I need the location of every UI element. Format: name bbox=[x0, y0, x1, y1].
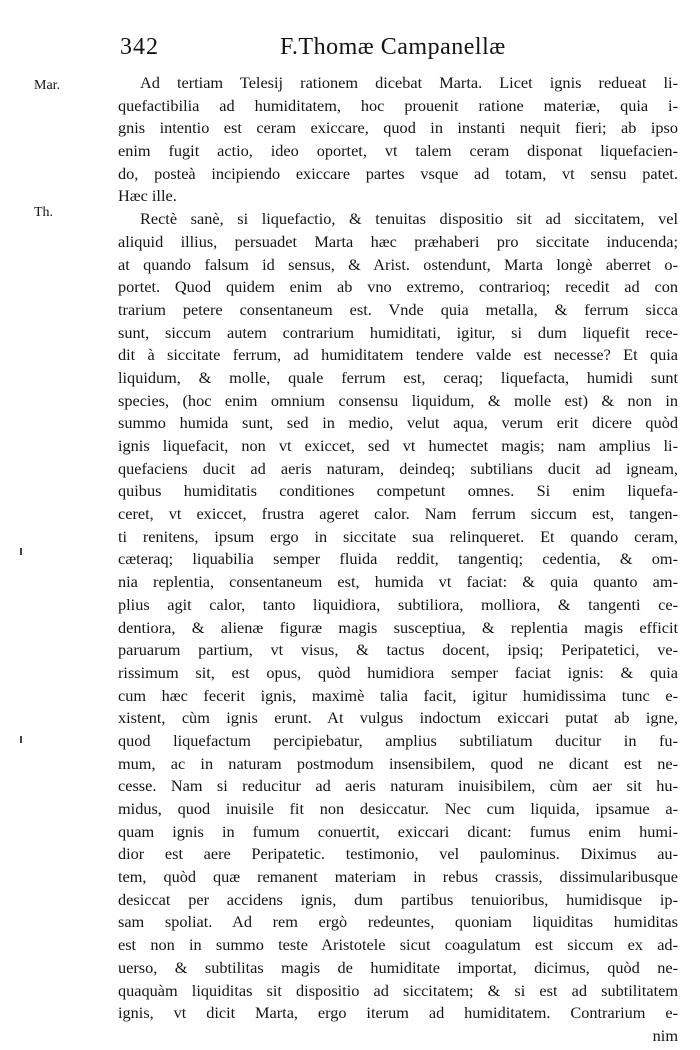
text-line: cæteraq; liquabilia semper fluida reddit, tangentiq; cedentia, & om- bbox=[118, 549, 678, 569]
text-line: at quando falsum id sensus, & Arist. ostendunt, Marta longè aberret o- bbox=[118, 254, 678, 274]
catchword: nim bbox=[652, 1025, 678, 1045]
text-line: do, posteà incipiendo exiccare partes vsque ad totam, vt sensu patet. bbox=[118, 163, 678, 183]
margin-ink-mark bbox=[20, 736, 22, 743]
text-line: Rectè sanè, si liquefactio, & tenuitas dispositio sit ad siccitatem, vel bbox=[140, 209, 678, 229]
text-line: cesse. Nam si reducitur ad aeris naturam inuisibilem, cùm aer sit hu- bbox=[118, 776, 678, 796]
text-line: quam ignis in fumum conuertit, exiccari dicant: fumus enim humi- bbox=[118, 821, 678, 841]
text-line: enim fugit actio, ideo oportet, vt talem ceram disponat liquefacien- bbox=[118, 141, 678, 161]
text-line: est non in summo teste Aristotele sicut coagulatum est siccum ex ad- bbox=[118, 935, 678, 955]
text-line: cum hæc fecerit ignis, maximè talia facit, igitur humidissima tunc e- bbox=[118, 685, 678, 705]
text-line: ceret, vt exiccet, frustra ageret calor. Nam ferrum siccum est, tangen- bbox=[118, 504, 678, 524]
text-line: Ad tertiam Telesij rationem dicebat Marta. Licet ignis redueat li- bbox=[140, 73, 678, 92]
text-line: ignis, vt dicit Marta, ergo iterum ad humiditatem. Contrarium e- bbox=[118, 1003, 678, 1023]
text-line: ignis liquefacit, non vt exiccet, sed vt humectet magis; nam amplius li- bbox=[118, 436, 678, 455]
text-line: sunt, siccum autem contrarium humiditati, igitur, si dum liquefit rece- bbox=[118, 322, 678, 342]
text-line: ti renitens, ipsum ergo in siccitate sua relinqueret. Et quando ceram, bbox=[118, 526, 678, 546]
page-number: 342 bbox=[120, 34, 159, 60]
text-line: trarium petere consentaneum est. Vnde quia metalla, & ferrum sicca bbox=[118, 299, 678, 319]
text-line: quaquàm liquiditas sit dispositio ad siccitatem; & si est ad subtilitatem bbox=[118, 980, 678, 1000]
text-line: quod liquefactum percipiebatur, amplius subtiliatum ducitur in fu- bbox=[118, 730, 678, 750]
text-line: xistent, cùm ignis erunt. At vulgus indoctum exiccari putat ab igne, bbox=[118, 708, 678, 728]
text-line: dit à siccitate ferrum, ad humiditatem tendere valde est necesse? Et quia bbox=[118, 345, 678, 365]
text-line: portet. Quod quidem enim ab vno extremo, contrarioq; recedit ad con bbox=[118, 277, 678, 297]
text-line: dior est aere Peripatetic. testimonio, vel paulominus. Diximus au- bbox=[118, 844, 678, 864]
text-line: uerso, & subtilitas magis de humiditate importat, dicimus, quòd ne- bbox=[118, 957, 678, 977]
text-line: Hæc ille. bbox=[118, 186, 177, 206]
text-line: dentiora, & alienæ figuræ magis susceptiua, & replentia magis efficit bbox=[118, 617, 678, 637]
page-header bbox=[120, 34, 680, 68]
margin-ink-mark bbox=[20, 548, 22, 555]
text-line: liquidum, & molle, quale ferrum est, ceraq; liquefacta, humidi sunt bbox=[118, 367, 678, 387]
text-line: sam spoliat. Ad rem ergò redeuntes, quoniam liquiditas humiditas bbox=[118, 912, 678, 932]
text-line: aliquid illius, persuadet Marta hæc præhaberi pro siccitate inducenda; bbox=[118, 231, 678, 251]
text-line: mum, ac in naturam postmodum insensibilem, quod ne dicant est ne- bbox=[118, 753, 678, 773]
text-line: nia replentia, consentaneum est, humida vt faciat: & quia quanto am- bbox=[118, 572, 678, 592]
text-line: summo humida sunt, sed in medio, velut aqua, verum erit dicere quòd bbox=[118, 413, 678, 433]
running-title: F.Thomæ Campanellæ bbox=[280, 34, 506, 60]
text-line: species, (hoc enim omnium consensu liquidum, & molle est) & non in bbox=[118, 390, 678, 410]
text-line: desiccat per accidens ignis, dum partibus tenuioribus, humidisque ip- bbox=[118, 889, 678, 909]
text-line: gnis intentio est ceram exiccare, quod in instanti nequit fieri; ab ipso bbox=[118, 118, 678, 138]
text-line: paruarum partium, vt visus, & tactus docent, ipsiq; Peripatetici, ve- bbox=[118, 640, 678, 660]
text-line: quibus humiditatis conditiones competunt omnes. Si enim liquefa- bbox=[118, 481, 678, 501]
body-text bbox=[118, 72, 678, 1048]
margin-note-speaker-thomas: Th. bbox=[34, 205, 54, 220]
text-line: quefaciens ducit ad aeris naturam, deindeq; subtilians ducit ad igneam, bbox=[118, 458, 678, 478]
margin-note-speaker-marta: Mar. bbox=[34, 78, 61, 93]
text-line: midus, quod inuisile fit non desiccatur. Nec cum liquida, ipsamue a- bbox=[118, 799, 678, 818]
text-line: tem, quòd quæ remanent materiam in rebus crassis, dissimularibusque bbox=[118, 867, 678, 887]
text-line: plius agit calor, tanto liquidiora, subtiliora, molliora, & tangenti ce- bbox=[118, 594, 678, 614]
text-line: quefactibilia ad humiditatem, hoc prouenit ratione materiæ, quia i- bbox=[118, 95, 678, 115]
text-line: rissimum sit, est opus, quòd humidiora semper faciat ignis: & quia bbox=[118, 662, 678, 682]
